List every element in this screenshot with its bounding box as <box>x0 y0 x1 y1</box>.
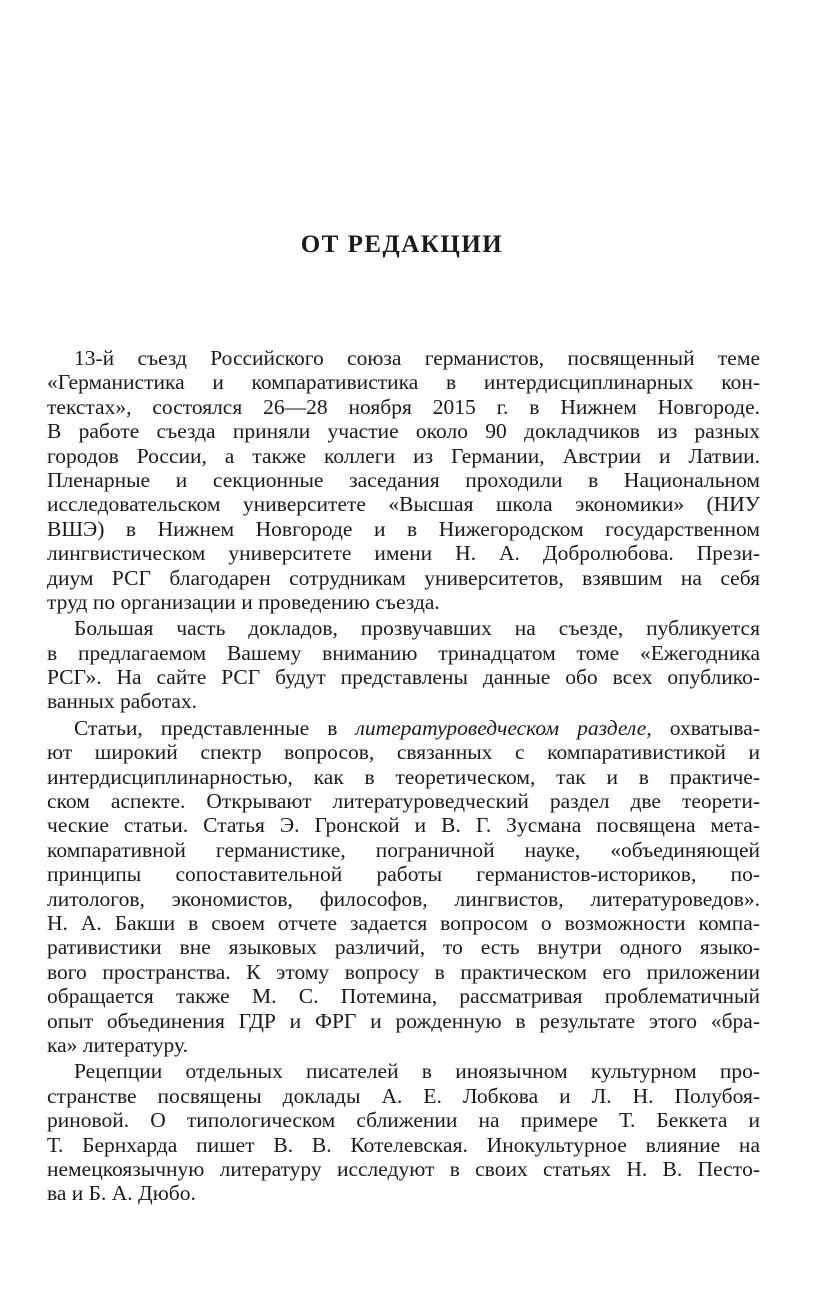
paragraph-1 <box>47 346 760 614</box>
text-line: ском аспекте. Открывают литературоведческий раздел две теорети- <box>47 789 760 814</box>
text-line: компаративной германистике, пограничной науке, «объединяющей <box>47 837 760 862</box>
text-line: Т. Бернхарда пишет В. В. Котелевская. Инокультурное влияние на <box>47 1132 760 1157</box>
body-text <box>47 346 760 1206</box>
text-line: городов России, а также коллеги из Германии, Австрии и Латвии. <box>47 443 760 468</box>
text-line: в предлагаемом Вашему вниманию тринадцатом томе «Ежегодника <box>47 640 760 665</box>
text-line: текстах», состоялся 26—28 ноября 2015 г. в Нижнем Новгороде. <box>47 394 760 419</box>
text-run: Статьи, представленные в <box>74 715 356 740</box>
text-line: ративистики вне языковых различий, то есть внутри одного языко- <box>47 935 760 960</box>
text-line: Пленарные и секционные заседания проходили в Национальном <box>47 467 760 492</box>
paragraph-3 <box>47 716 760 1057</box>
text-line: РСГ». На сайте РСГ будут представлены данные обо всех опублико- <box>47 665 760 690</box>
text-line: ют широкий спектр вопросов, связанных с компаративистикой и <box>47 740 760 765</box>
text-run: , охватыва- <box>646 715 760 740</box>
page-title: ОТ РЕДАКЦИИ <box>300 231 504 258</box>
text-line: литологов, экономистов, философов, лингвистов, литературоведов». <box>47 886 760 911</box>
text-line: диум РСГ благодарен сотрудникам университетов, взявшим на себя <box>47 565 760 590</box>
text-line: ванных работах. <box>47 689 198 714</box>
text-line: лингвистическом университете имени Н. А. Добролюбова. Прези- <box>47 541 760 566</box>
text-line: Рецепции отдельных писателей в иноязычном культурном про- <box>74 1059 760 1084</box>
text-line: «Германистика и компаративистика в интердисциплинарных кон- <box>47 370 760 395</box>
text-line: исследовательском университете «Высшая школа экономики» (НИУ <box>47 492 760 517</box>
text-line: ВШЭ) в Нижнем Новгороде и в Нижегородском государственном <box>47 516 760 541</box>
paragraph-4 <box>47 1059 760 1205</box>
text-line: риновой. О типологическом сближении на примере Т. Беккета и <box>47 1108 760 1133</box>
text-line: обращается также М. С. Потемина, рассматривая проблематичный <box>47 984 760 1009</box>
text-line: ка» литературу. <box>47 1032 188 1057</box>
text-line: ва и Б. А. Дюбо. <box>47 1181 196 1206</box>
text-line: странстве посвящены доклады А. Е. Лобкова и Л. Н. Полубоя- <box>47 1083 760 1108</box>
paragraph-2 <box>47 616 760 714</box>
text-line: принципы сопоставительной работы германистов-историков, по- <box>47 862 760 887</box>
text-line: опыт объединения ГДР и ФРГ и рожденную в результате этого «бра- <box>47 1008 760 1033</box>
text-line: вого пространства. К этому вопросу в практическом его приложении <box>47 959 760 984</box>
text-line: Большая часть докладов, прозвучавших на съезде, публикуется <box>74 616 760 641</box>
text-line: немецкоязычную литературу исследуют в своих статьях Н. В. Пестo- <box>47 1156 760 1181</box>
text-line: интердисциплинарностью, как в теоретическом, так и в практиче- <box>47 764 760 789</box>
emphasis-section-name: литературоведческом разделе <box>355 715 647 740</box>
text-line: труд по организации и проведению съезда. <box>47 589 440 614</box>
text-line-with-emphasis <box>47 716 760 740</box>
text-line: 13-й съезд Российского союза германистов, посвященный теме <box>74 346 760 370</box>
text-line: ческие статьи. Статья Э. Гронской и В. Г. Зусмана посвящена мета- <box>47 813 760 838</box>
text-line: В работе съезда приняли участие около 90 докладчиков из разных <box>47 419 760 444</box>
text-line: Н. А. Бакши в своем отчете задается вопросом о возможности компа- <box>47 910 760 935</box>
